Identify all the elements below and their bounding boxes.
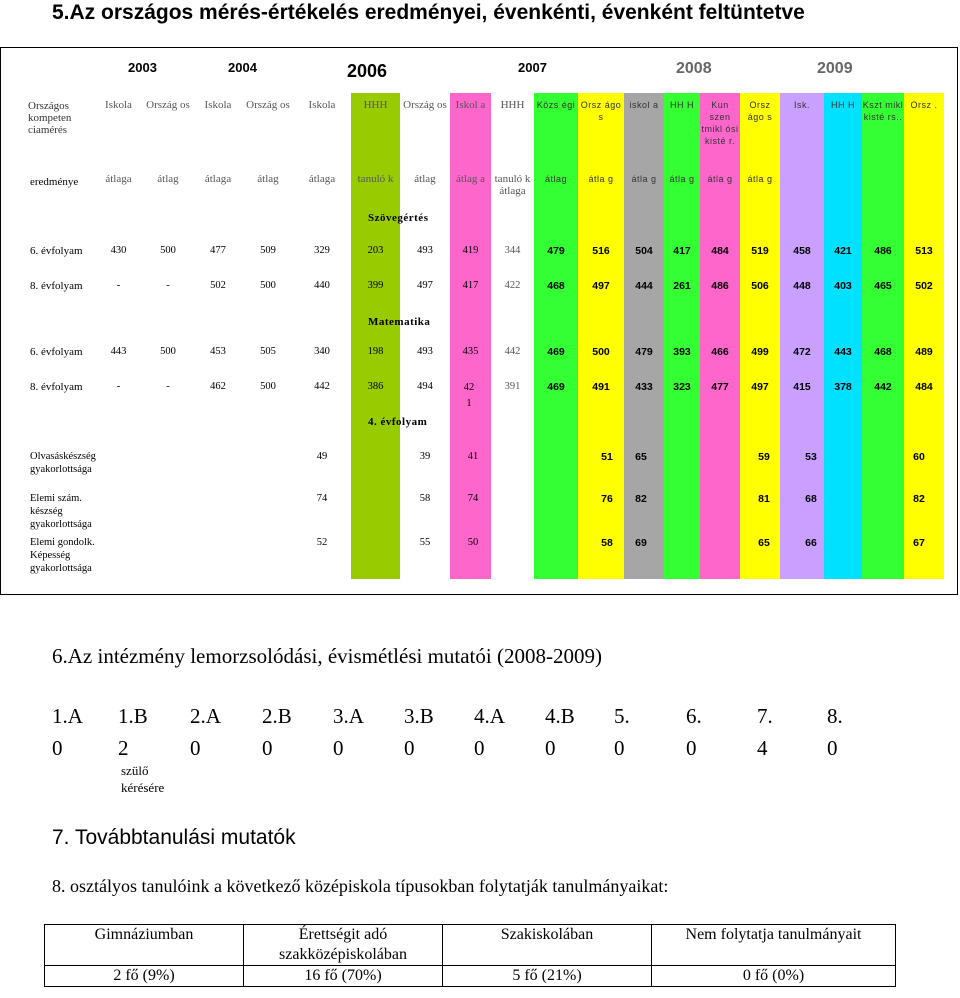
score-cell: 435 (462, 346, 479, 357)
section-matematika: Matematika (368, 316, 431, 328)
grade4-cell: 82 (913, 493, 925, 505)
score-cell: 491 (592, 381, 610, 393)
grade4-cell: 41 (467, 451, 479, 462)
class-value: 0 (686, 736, 697, 760)
grade4-cell: 65 (758, 537, 770, 549)
column-header-bottom: átla g (631, 174, 657, 184)
class-value: 0 (333, 736, 344, 760)
column-header-bottom: átlaga (204, 173, 232, 185)
score-cell: 504 (635, 245, 653, 257)
score-cell: 465 (874, 280, 892, 292)
grade4-cell: 76 (601, 493, 613, 505)
header-left-subtitle: eredménye (30, 176, 79, 188)
score-cell: 399 (367, 280, 384, 291)
class-label: 4.A (474, 704, 505, 728)
section-5-title: 5.Az országos mérés-értékelés eredményei, évenkénti, évenként feltüntetve (52, 1, 805, 24)
section-6-title: 6.Az intézmény lemorzsolódási, évismétlési mutatói (2008-2009) (52, 644, 602, 668)
column-header-top: Kszt mikl kisté rs.. (862, 100, 904, 122)
score-cell: 477 (711, 381, 729, 393)
score-cell: 198 (367, 346, 384, 357)
column-header-bottom: átla g (588, 174, 614, 184)
class-label: 2.B (262, 704, 292, 728)
header-cell: Érettségit adó szakközépiskolában (244, 925, 443, 966)
column-header-bottom: átla g (747, 174, 773, 184)
grade4-cell: 39 (419, 451, 431, 462)
section-4-evfolyam: 4. évfolyam (368, 416, 428, 428)
row-label: 8. évfolyam (30, 381, 83, 393)
grade4-cell: 49 (316, 451, 328, 462)
score-cell: 443 (834, 346, 852, 358)
score-cell: 500 (592, 346, 610, 358)
value-cell: 5 fő (21%) (443, 966, 652, 987)
year-2007: 2007 (518, 60, 547, 75)
class-label: 4.B (545, 704, 575, 728)
column-header-bottom: átlag (544, 174, 568, 184)
grade4-cell: 81 (758, 493, 770, 505)
class-label: 3.B (404, 704, 434, 728)
column-header-top: HHH (363, 99, 388, 111)
score-cell: 472 (793, 346, 811, 358)
value-cell: 0 fő (0%) (652, 966, 896, 987)
score-cell: 344 (504, 245, 521, 256)
year-2003: 2003 (128, 60, 157, 75)
score-cell: 513 (915, 245, 933, 257)
column-header-bottom: átla g (707, 174, 733, 184)
column-background (862, 93, 904, 579)
column-header-top: Iskola (105, 99, 132, 111)
column-header-top: Orsz . (910, 100, 938, 110)
score-cell: 415 (793, 381, 811, 393)
column-header-top: Orsz ágo s (580, 100, 622, 122)
score-cell: 497 (417, 280, 433, 291)
column-background (664, 93, 700, 579)
score-cell: 500 (160, 346, 176, 357)
score-cell: 497 (751, 381, 769, 393)
grade4-row-label: Olvasáskészség gyakorlottsága (30, 451, 96, 475)
column-background (624, 93, 664, 579)
grade4-cell: 66 (805, 537, 817, 549)
class-label: 1.A (52, 704, 83, 728)
score-cell: 500 (260, 280, 276, 291)
value-cell: 2 fő (9%) (45, 966, 244, 987)
score-cell: 494 (417, 381, 433, 392)
grade4-cell: 74 (316, 493, 328, 504)
column-background (450, 93, 491, 579)
school-table-header-row (45, 925, 896, 966)
score-cell: 493 (417, 346, 433, 357)
column-header-top: Közs égi (536, 100, 576, 110)
column-header-top: Ország os (403, 99, 447, 111)
class-value: 0 (614, 736, 625, 760)
score-cell: - (166, 381, 170, 392)
column-background (780, 93, 824, 579)
class-value: 0 (545, 736, 556, 760)
class-label: 2.A (190, 704, 221, 728)
score-cell: 42 1 (463, 382, 475, 409)
column-header-bottom: átla g (669, 174, 695, 184)
score-cell: 203 (367, 245, 384, 256)
column-header-bottom: átlag (257, 173, 279, 185)
score-cell: 466 (711, 346, 729, 358)
header-cell: Szakiskolában (443, 925, 652, 966)
intro-paragraph: 8. osztályos tanulóink a következő középiskola típusokban folytatják tanulmányaikat: (52, 876, 669, 896)
score-cell: 433 (635, 381, 653, 393)
score-cell: 516 (592, 245, 610, 257)
score-cell: 484 (711, 245, 729, 257)
class-value: 0 (52, 736, 63, 760)
grade4-cell: 50 (467, 537, 479, 548)
class-value: 0 (474, 736, 485, 760)
score-cell: 506 (751, 280, 769, 292)
grade4-cell: 58 (601, 537, 613, 549)
grade4-cell: 59 (758, 451, 770, 463)
grade4-cell: 51 (601, 451, 613, 463)
score-cell: 453 (210, 346, 226, 357)
class-note: szülő kérésére (121, 763, 165, 795)
column-background (904, 93, 944, 579)
score-cell: 340 (314, 346, 330, 357)
score-cell: 442 (874, 381, 892, 393)
grade4-cell: 67 (913, 537, 925, 549)
score-cell: 440 (314, 280, 330, 291)
score-cell: 462 (210, 381, 226, 392)
header-cell: Nem folytatja tanulmányait (652, 925, 896, 966)
score-cell: 422 (504, 280, 521, 291)
school-table (44, 924, 896, 987)
grade4-cell: 52 (316, 537, 328, 548)
score-cell: 421 (834, 245, 852, 257)
column-header-top: Orsz ágo s (747, 100, 773, 122)
score-cell: 443 (110, 346, 127, 357)
school-table-value-row (45, 966, 896, 987)
score-cell: 486 (874, 245, 892, 257)
column-background (700, 93, 740, 579)
score-cell: 509 (260, 245, 276, 256)
column-background (578, 93, 624, 579)
score-cell: 261 (673, 280, 691, 292)
score-cell: 477 (210, 245, 226, 256)
class-value: 0 (404, 736, 415, 760)
class-value: 0 (827, 736, 838, 760)
score-cell: 489 (915, 346, 933, 358)
section-szovegertes: Szövegértés (368, 212, 429, 224)
column-header-top: Iskola (204, 99, 232, 111)
row-label: 8. évfolyam (30, 280, 83, 292)
column-header-top: Iskola (308, 99, 336, 111)
column-header-top: Iskol a (455, 99, 486, 111)
column-header-bottom: átlaga (308, 173, 336, 185)
score-cell: - (116, 381, 121, 392)
class-label: 5. (614, 704, 630, 728)
column-header-bottom: átlag (157, 173, 179, 185)
year-2009: 2009 (817, 60, 853, 77)
grade4-cell: 69 (635, 537, 647, 549)
score-cell: 469 (547, 346, 565, 358)
column-header-bottom: átlag a (455, 173, 485, 185)
header-cell: Gimnáziumban (45, 925, 244, 966)
class-value: 0 (262, 736, 273, 760)
column-header-top: Kun szen tmikl ósi kisté r. (701, 100, 739, 146)
class-label: 1.B (118, 704, 148, 728)
score-cell: 505 (260, 346, 276, 357)
grade4-cell: 82 (635, 493, 647, 505)
grade4-cell: 65 (635, 451, 647, 463)
class-value: 0 (190, 736, 201, 760)
grade4-cell: 74 (467, 493, 479, 504)
score-cell: 497 (592, 280, 610, 292)
score-cell: 378 (834, 381, 852, 393)
score-cell: 500 (260, 381, 276, 392)
column-background (740, 93, 780, 579)
column-header-bottom: tanuló k átlaga (494, 173, 531, 197)
grade4-cell: 60 (913, 451, 925, 463)
score-cell: 479 (547, 245, 565, 257)
class-label: 6. (686, 704, 702, 728)
score-cell: 502 (915, 280, 933, 292)
score-cell: 442 (504, 346, 521, 357)
score-cell: 323 (673, 381, 691, 393)
class-label: 7. (757, 704, 773, 728)
grade4-cell: 58 (419, 493, 431, 504)
score-cell: 468 (874, 346, 892, 358)
score-cell: 419 (462, 245, 479, 256)
score-cell: 444 (635, 280, 653, 292)
score-cell: 469 (547, 381, 565, 393)
score-cell: 430 (110, 245, 127, 256)
score-cell: 479 (635, 346, 653, 358)
column-header-bottom: átlaga (105, 173, 132, 185)
column-header-top: Ország os (146, 99, 190, 111)
grade4-row-label: Elemi szám. készség gyakorlottsága (30, 493, 92, 530)
year-2006: 2006 (347, 61, 388, 81)
score-cell: 448 (793, 280, 811, 292)
score-cell: 468 (547, 280, 565, 292)
score-cell: 458 (793, 245, 811, 257)
score-cell: - (166, 280, 170, 291)
column-background (824, 93, 862, 579)
grade4-cell: 53 (805, 451, 817, 463)
year-2004: 2004 (228, 60, 257, 75)
column-header-top: HHH (500, 99, 525, 111)
column-header-top: iskol a (629, 100, 659, 110)
score-cell: 403 (834, 280, 852, 292)
grade4-cell: 55 (419, 537, 431, 548)
score-cell: 499 (751, 346, 769, 358)
column-header-top: HH H (831, 100, 855, 110)
score-cell: 519 (751, 245, 769, 257)
column-header-bottom: tanuló k (357, 173, 394, 185)
value-cell: 16 fő (70%) (244, 966, 443, 987)
score-cell: 393 (673, 346, 691, 358)
class-value: 2 (118, 736, 129, 760)
score-cell: 391 (504, 381, 521, 392)
score-cell: - (116, 280, 121, 291)
class-label: 8. (827, 704, 843, 728)
grade4-cell: 68 (805, 493, 817, 505)
column-header-top: HH H (670, 100, 694, 110)
score-cell: 442 (314, 381, 330, 392)
class-value: 4 (757, 736, 768, 760)
year-2008: 2008 (676, 60, 712, 77)
column-header-top: Ország os (246, 99, 290, 111)
header-left-title: Országos kompeten ciamérés (28, 100, 72, 136)
column-header-bottom: átlag (414, 173, 436, 185)
score-cell: 329 (314, 245, 330, 256)
score-cell: 502 (210, 280, 226, 291)
section-7-title: 7. Továbbtanulási mutatók (52, 826, 296, 849)
row-label: 6. évfolyam (30, 245, 83, 257)
column-background (351, 93, 400, 579)
column-header-top: Isk. (793, 100, 810, 110)
grade4-row-label: Elemi gondolk. Képesség gyakorlottsága (30, 537, 95, 574)
class-label: 3.A (333, 704, 364, 728)
score-cell: 417 (462, 280, 479, 291)
column-background (534, 93, 578, 579)
score-cell: 486 (711, 280, 729, 292)
score-cell: 386 (367, 381, 384, 392)
score-cell: 417 (673, 245, 691, 257)
row-label: 6. évfolyam (30, 346, 83, 358)
score-cell: 484 (915, 381, 933, 393)
score-cell: 493 (417, 245, 433, 256)
score-cell: 500 (160, 245, 176, 256)
